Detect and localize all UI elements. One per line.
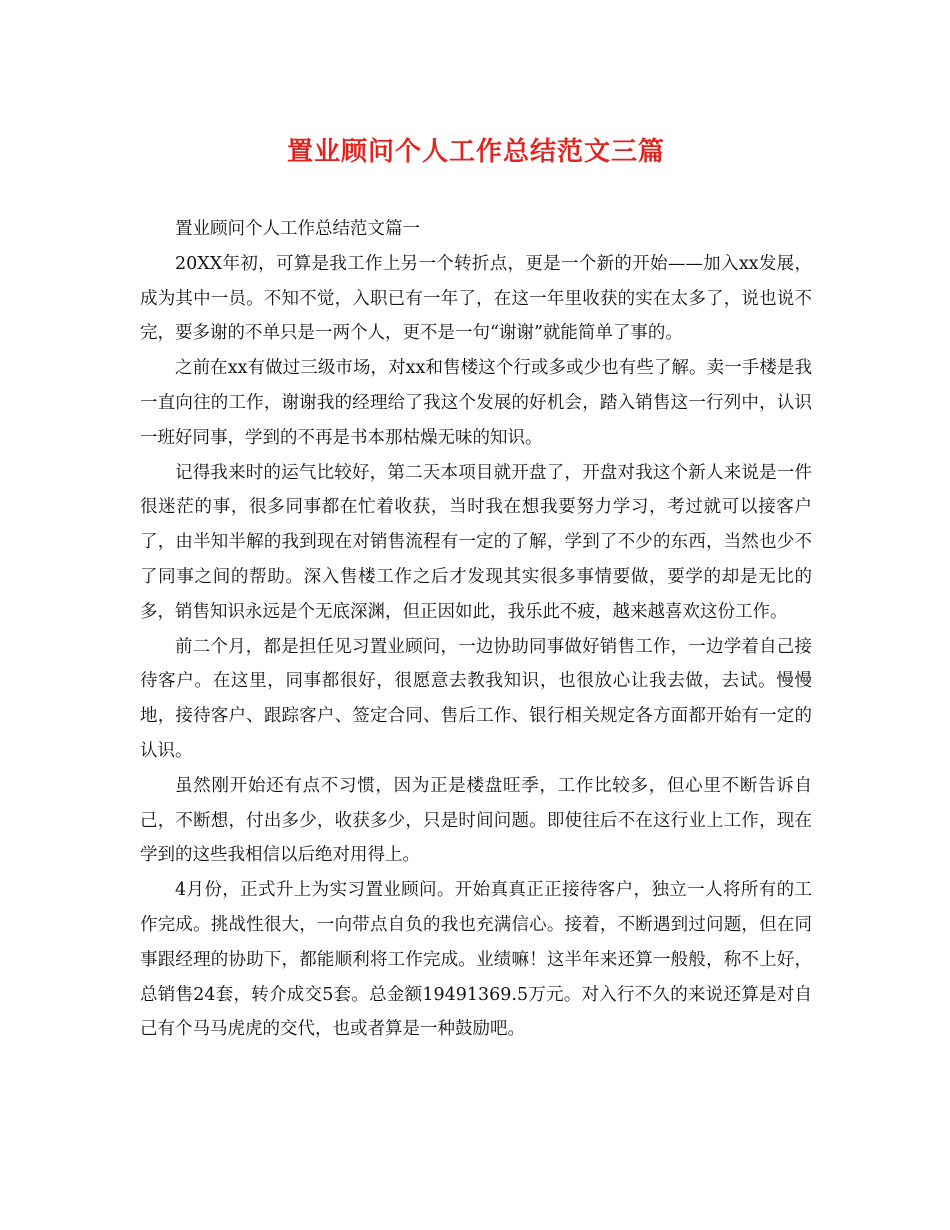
paragraph: 20XX年初，可算是我工作上另一个转折点，更是一个新的开始——加入xx发展，成为其中一员。不知不觉，入职已有一年了，在这一年里收获的实在太多了，说也说不完，要多谢的不单只是一两个人，更不是一句“谢谢”就能简单了事的。 [140, 253, 812, 344]
document-title: 置业顾问个人工作总结范文三篇 [286, 137, 665, 167]
paragraph: 记得我来时的运气比较好，第二天本项目就开盘了，开盘对我这个新人来说是一件很迷茫的事，很多同事都在忙着收获，当时我在想我要努力学习，考过就可以接客户了，由半知半解的我到现在对销售流程有一定的了解，学到了不少的东西，当然也少不了同事之间的帮助。深入售楼工作之后才发现其实很多事情要做，要学的却是无比的多，销售知识永远是个无底深渊，但正因如此，我乐此不疲，越来越喜欢这份工作。 [140, 462, 812, 622]
paragraph: 4月份，正式升上为实习置业顾问。开始真真正正接待客户，独立一人将所有的工作完成。挑战性很大，一向带点自负的我也充满信心。接着，不断遇到过问题，但在同事跟经理的协助下，都能顺利将工作完成。业绩嘛！这半年来还算一般般，称不上好，总销售24套，转介成交5套。总金额19491369.5万元。对入行不久的来说还算是对自己有个马马虎虎的交代，也或者算是一种鼓励吧。 [140, 880, 812, 1040]
paragraph: 之前在xx有做过三级市场，对xx和售楼这个行或多或少也有些了解。卖一手楼是我一直向往的工作，谢谢我的经理给了我这个发展的好机会，踏入销售这一行列中，认识一班好同事，学到的不再是书本那枯燥无味的知识。 [140, 358, 812, 448]
section-heading: 置业顾问个人工作总结范文篇一 [175, 219, 420, 239]
document-body [140, 212, 812, 1047]
paragraph: 前二个月，都是担任见习置业顾问，一边协助同事做好销售工作，一边学着自己接待客户。在这里，同事都很好，很愿意去教我知识，也很放心让我去做，去试。慢慢地，接待客户、跟踪客户、签定合同、售后工作、银行相关规定各方面都开始有一定的认识。 [140, 636, 812, 761]
paragraph: 虽然刚开始还有点不习惯，因为正是楼盘旺季，工作比较多，但心里不断告诉自己，不断想，付出多少，收获多少，只是时间问题。即使往后不在这行业上工作，现在学到的这些我相信以后绝对用得上。 [140, 775, 812, 866]
